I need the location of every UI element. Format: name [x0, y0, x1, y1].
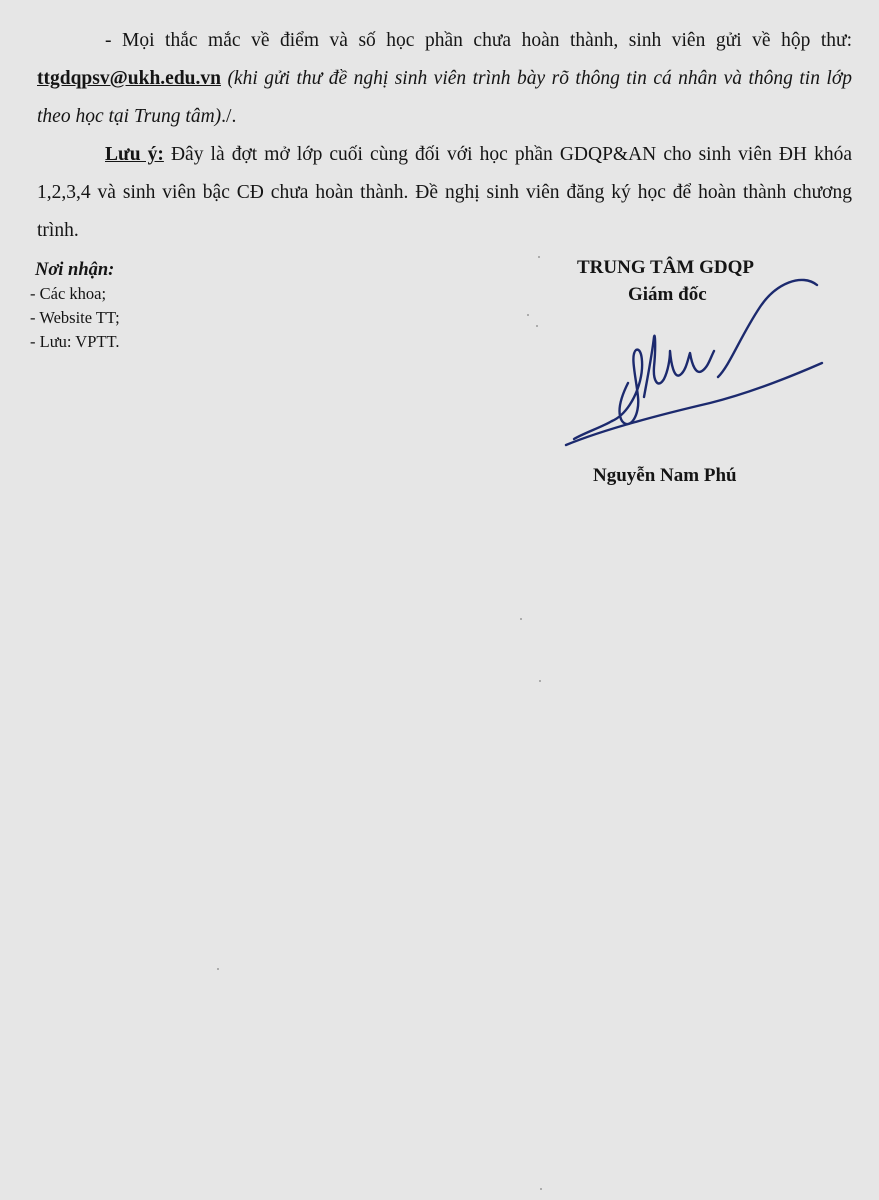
scan-speck	[539, 680, 541, 682]
scan-speck	[538, 256, 540, 258]
handwritten-signature	[540, 255, 830, 465]
note-label: Lưu ý:	[105, 144, 164, 165]
scan-speck	[520, 618, 522, 620]
contact-text-end: ./.	[221, 106, 237, 127]
contact-note-italic: (khi gửi thư đề nghị sinh viên trình bày rõ thông tin cá nhân và thông tin lớp theo học tại Trung tâm)	[37, 68, 852, 127]
signature-block	[540, 255, 830, 495]
contact-email: ttgdqpsv@ukh.edu.vn	[37, 68, 221, 89]
recipients-title: Nơi nhận:	[35, 260, 115, 280]
recipient-item: - Các khoa;	[30, 284, 107, 303]
recipient-item: - Lưu: VPTT.	[30, 332, 120, 351]
recipient-item: - Website TT;	[30, 308, 120, 327]
scan-speck	[540, 1188, 542, 1190]
scan-speck	[536, 325, 538, 327]
signer-name: Nguyễn Nam Phú	[593, 465, 737, 486]
recipients-list	[30, 282, 330, 354]
position-title: Giám đốc	[628, 284, 707, 305]
scan-speck	[217, 968, 219, 970]
note-text: Đây là đợt mở lớp cuối cùng đối với học phần GDQP&AN cho sinh viên ĐH khóa 1,2,3,4 và sinh viên bậc CĐ chưa hoàn thành. Đề nghị sinh viên đăng ký học để hoàn thành chương trình.	[37, 144, 852, 241]
contact-text: - Mọi thắc mắc về điểm và số học phần chưa hoàn thành, sinh viên gửi về hộp thư:	[105, 30, 852, 51]
scan-speck	[527, 314, 529, 316]
contact-paragraph	[37, 22, 852, 136]
note-paragraph	[37, 136, 852, 250]
recipients-block	[30, 258, 330, 354]
organization-name: TRUNG TÂM GDQP	[577, 257, 754, 278]
